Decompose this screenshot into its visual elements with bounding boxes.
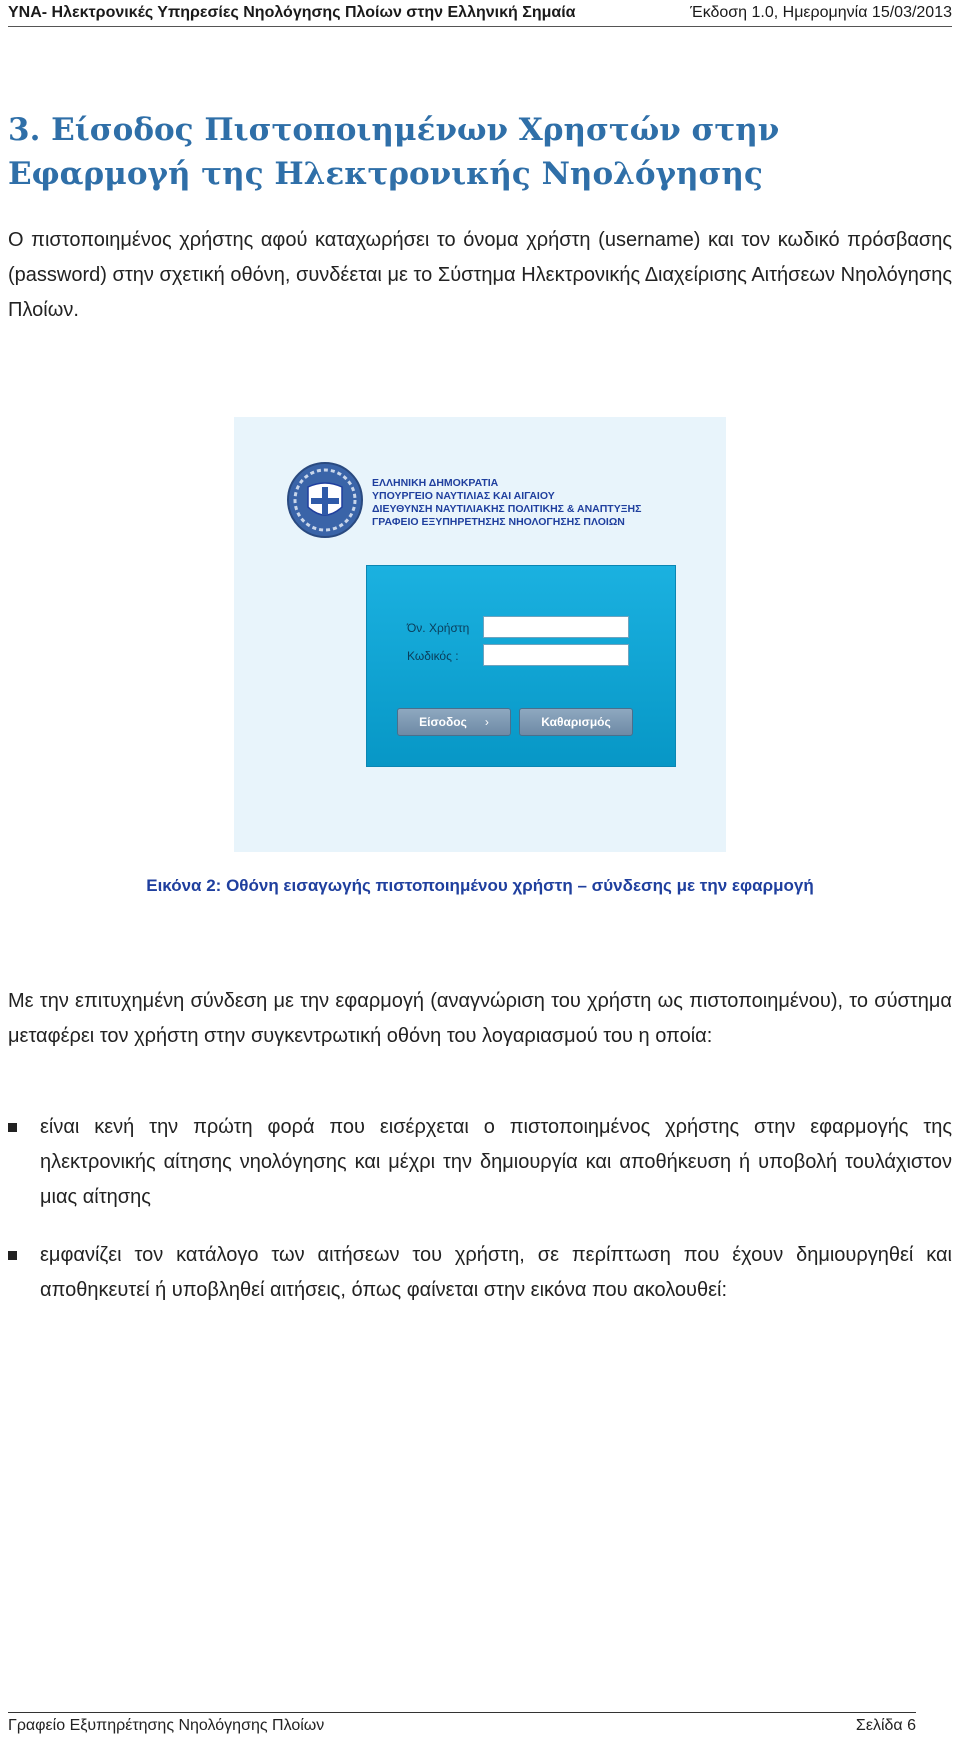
list-item-text: είναι κενή την πρώτη φορά που εισέρχεται ο πιστοποιημένος χρήστης στην εφαρμογής της ηλεκτρονικής αίτησης νηολόγησης και μέχρι την δημιουργία και αποθήκευση ή υποβολή τουλάχιστον μιας αίτησης	[40, 1116, 952, 1208]
reset-button[interactable]: Καθαρισμός	[519, 708, 633, 736]
list-item	[8, 1110, 952, 1215]
bullet-list	[8, 1110, 952, 1331]
section-title: 3. Είσοδος Πιστοποιημένων Χρηστών στην Εφαρμογή της Ηλεκτρονικής Νηολόγησης	[8, 112, 780, 192]
chevron-right-icon: ›	[484, 715, 489, 729]
square-bullet-icon	[8, 1123, 17, 1132]
password-label: Κωδικός :	[407, 649, 459, 663]
password-field[interactable]	[483, 644, 629, 666]
org-line: ΥΠΟΥΡΓΕΙΟ ΝΑΥΤΙΛΙΑΣ ΚΑΙ ΑΙΓΑΙΟΥ	[372, 490, 555, 502]
intro-paragraph: Ο πιστοποιημένος χρήστης αφού καταχωρήσει το όνομα χρήστη (username) και τον κωδικό πρόσβασης (password) στην σχετική οθόνη, συνδέεται με το Σύστημα Ηλεκτρονικής Διαχείρισης Αιτήσεων Νηολόγησης Πλοίων.	[8, 229, 952, 321]
org-line: ΕΛΛΗΝΙΚΗ ΔΗΜΟΚΡΑΤΙΑ	[372, 477, 499, 489]
header-document-title: ΥΝΑ- Ηλεκτρονικές Υπηρεσίες Νηολόγησης Πλοίων στην Ελληνική Σημαία	[8, 4, 576, 21]
organization-header	[372, 477, 712, 529]
login-screen-figure	[234, 417, 726, 852]
org-line: ΓΡΑΦΕΙΟ ΕΞΥΠΗΡΕΤΗΣΗΣ ΝΗΟΛΟΓΗΣΗΣ ΠΛΟΙΩΝ	[372, 516, 625, 528]
footer-office-name: Γραφείο Εξυπηρέτησης Νηολόγησης Πλοίων	[8, 1717, 325, 1734]
square-bullet-icon	[8, 1251, 17, 1260]
header-version-date: Έκδοση 1.0, Ημερομηνία 15/03/2013	[690, 4, 952, 21]
page-footer	[8, 1712, 916, 1735]
username-label: Όν. Χρήστη	[407, 621, 470, 635]
org-line: ΔΙΕΥΘΥΝΣΗ ΝΑΥΤΙΛΙΑΚΗΣ ΠΟΛΙΤΙΚΗΣ & ΑΝΑΠΤΥΞΗΣ	[372, 503, 642, 515]
login-panel	[366, 565, 676, 767]
page-header	[8, 0, 952, 27]
login-button-label: Είσοδος	[419, 715, 467, 729]
login-button[interactable]	[397, 708, 511, 736]
greek-emblem-icon	[286, 461, 364, 539]
figure-caption: Εικόνα 2: Οθόνη εισαγωγής πιστοποιημένου χρήστη – σύνδεσης με την εφαρμογή	[146, 876, 814, 895]
list-item-text: εμφανίζει τον κατάλογο των αιτήσεων του χρήστη, σε περίπτωση που έχουν δημιουργηθεί και αποθηκευτεί ή υποβληθεί αιτήσεις, όπως φαίνεται στην εικόνα που ακολουθεί:	[40, 1244, 952, 1301]
body-paragraph: Με την επιτυχημένη σύνδεση με την εφαρμογή (αναγνώριση του χρήστη ως πιστοποιημένου), το σύστημα μεταφέρει τον χρήστη στην συγκεντρωτική οθόνη του λογαριασμού του η οποία:	[8, 990, 952, 1047]
page-number: Σελίδα 6	[855, 1717, 916, 1734]
username-field[interactable]	[483, 616, 629, 638]
list-item	[8, 1238, 952, 1308]
